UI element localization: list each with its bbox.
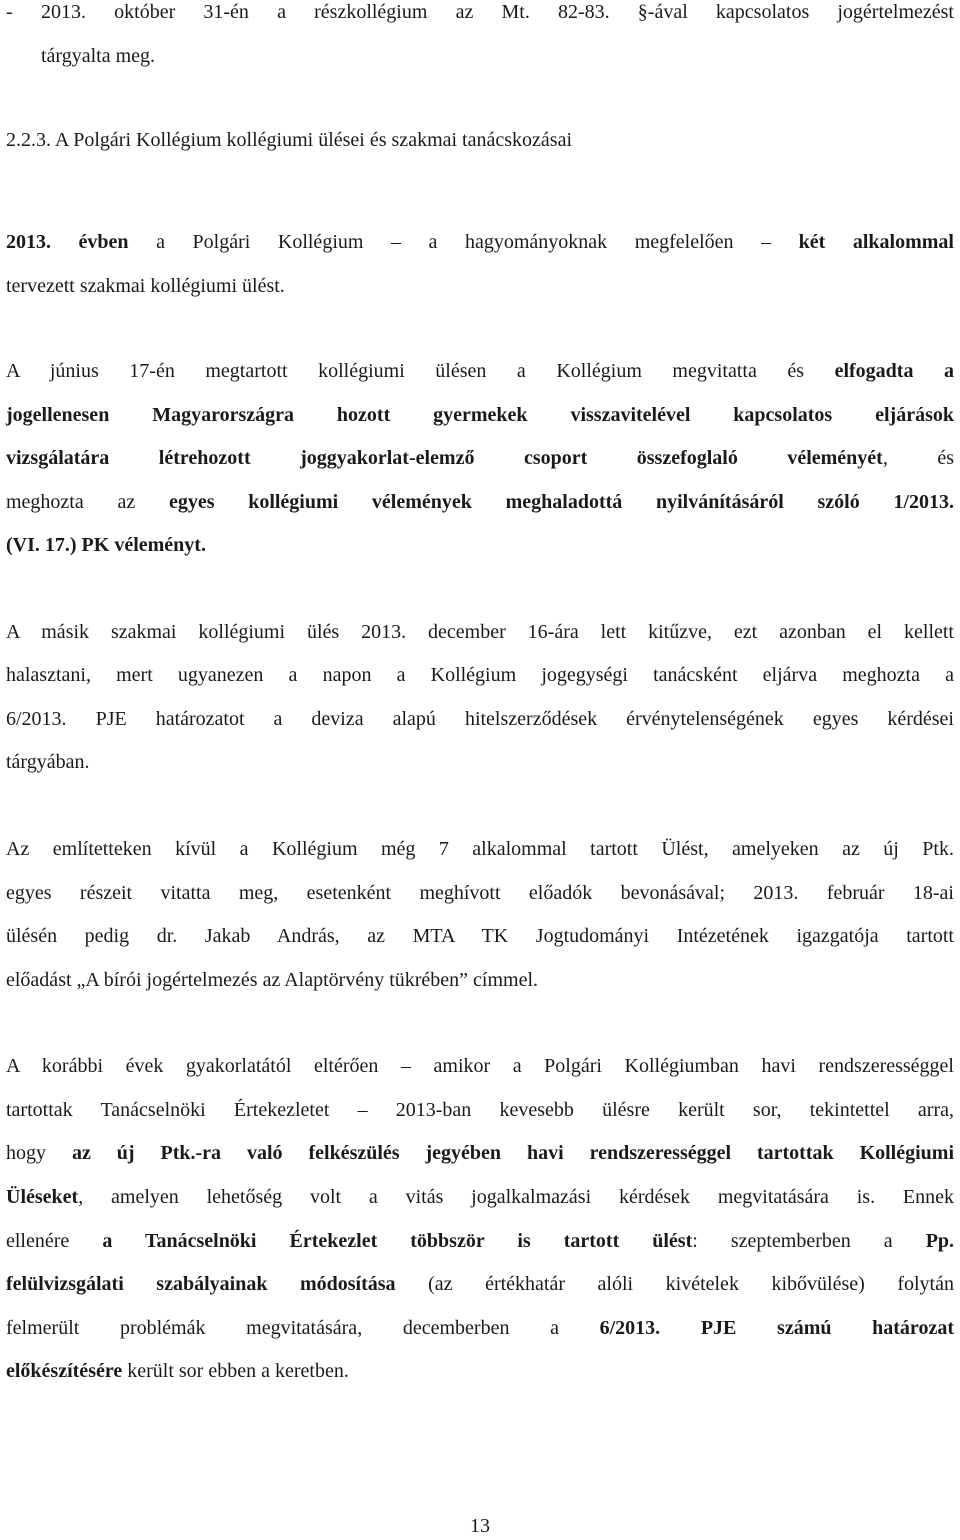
list-item-line-2: tárgyalta meg. [41,45,156,67]
p3-line-4: tárgyában. [6,751,90,773]
p2-bold-3: vizsgálatára létrehozott joggyakorlat-elemző csoport összefoglaló véleményét [6,447,883,469]
list-item-line-1: 2013. október 31-én a részkollégium az Mt. 82-83. §-ával kapcsolatos jogértelmezést [41,1,954,23]
p3-line-2: halasztani, mert ugyanezen a napon a Kollégium jogegységi tanácsként eljárva meghozta a [6,664,954,686]
p5-bold-4: Üléseket [6,1186,79,1208]
p5-bold-5a: a Tanácselnöki Értekezlet többször is tartott ülést [102,1230,693,1252]
p2-line-4 [6,488,954,516]
p2-text-1: A június 17-én megtartott kollégiumi ülésen a Kollégium megvitatta és [6,360,835,382]
p1-count: két alkalommal [771,231,954,253]
p4-line-4: előadást „A bírói jogértelmezés az Alaptörvény tükrében” címmel. [6,969,539,991]
p4-line-2: egyes részeit vitatta meg, esetenként meghívott előadók bevonásával; 2013. február 18-ai [6,882,954,904]
p2-bold-1: elfogadta a [834,360,954,382]
p5-bold-7: 6/2013. PJE számú határozat [599,1317,954,1339]
p5-line-4 [6,1183,954,1211]
p5-line-6 [6,1270,954,1298]
p5-bold-6: felülvizsgálati szabályainak módosítása [6,1273,396,1295]
p5-text-8: került sor ebben a keretben. [122,1360,349,1382]
p2-line-1 [6,357,954,385]
p2-text-3: , és [882,447,954,469]
p1-line-2: tervezett szakmai kollégiumi ülést. [6,275,285,297]
p5-line-8 [6,1357,954,1385]
section-heading: 2.2.3. A Polgári Kollégium kollégiumi ülései és szakmai tanácskozásai [6,129,572,151]
page-number: 13 [470,1515,490,1537]
p4-line-3: ülésén pedig dr. Jakab András, az MTA TK Jogtudományi Intézetének igazgatója tartott [6,925,954,947]
p2-line-3 [6,444,954,472]
p5-bold-3: az új Ptk.-ra való felkészülés jegyében havi rendszerességgel tartottak Kollégiumi [71,1142,955,1164]
p5-text-6: (az értékhatár alóli kivételek kibővülése) folytán [395,1273,954,1295]
p5-line-7 [6,1314,954,1342]
p1-text: a Polgári Kollégium – a hagyományoknak megfelelően – [128,231,772,253]
p4-line-1: Az említetteken kívül a Kollégium még 7 alkalommal tartott Ülést, amelyeken az új Ptk. [6,838,954,860]
p5-text-3: hogy [6,1142,72,1164]
p5-text-4: , amelyen lehetőség volt a vitás jogalkalmazási kérdések megvitatására is. Ennek [78,1186,954,1208]
p3-line-3: 6/2013. PJE határozatot a deviza alapú hitelszerződések érvénytelenségének egyes kérdései [6,708,954,730]
p2-bold-4: egyes kollégiumi vélemények meghaladottá nyilvánításáról szóló 1/2013. [168,491,954,513]
p2-line-2: jogellenesen Magyarországra hozott gyermekek visszavitelével kapcsolatos eljárások [6,404,954,426]
p5-line-2: tartottak Tanácselnöki Értekezletet – 2013-ban kevesebb ülésre került sor, tekintettel arra, [6,1099,954,1121]
p1-year: 2013. évben [6,231,129,253]
p3-line-1: A másik szakmai kollégiumi ülés 2013. december 16-ára lett kitűzve, ezt azonban el kellett [6,621,954,643]
p2-line-5: (VI. 17.) PK véleményt. [6,534,206,556]
p2-text-4: meghozta az [6,491,169,513]
p5-line-5 [6,1227,954,1255]
p5-line-1: A korábbi évek gyakorlatától eltérően – amikor a Polgári Kollégiumban havi rendszerességgel [6,1055,954,1077]
p5-line-3 [6,1139,954,1167]
p5-text-7: felmerült problémák megvitatására, decemberben a [6,1317,600,1339]
p5-bold-8: előkészítésére [6,1360,123,1382]
p1-line-1 [6,228,954,256]
list-marker: - [6,1,13,23]
p5-bold-5b: Pp. [925,1230,955,1252]
p5-text-5b: : szeptemberben a [692,1230,926,1252]
p5-text-5a: ellenére [6,1230,103,1252]
